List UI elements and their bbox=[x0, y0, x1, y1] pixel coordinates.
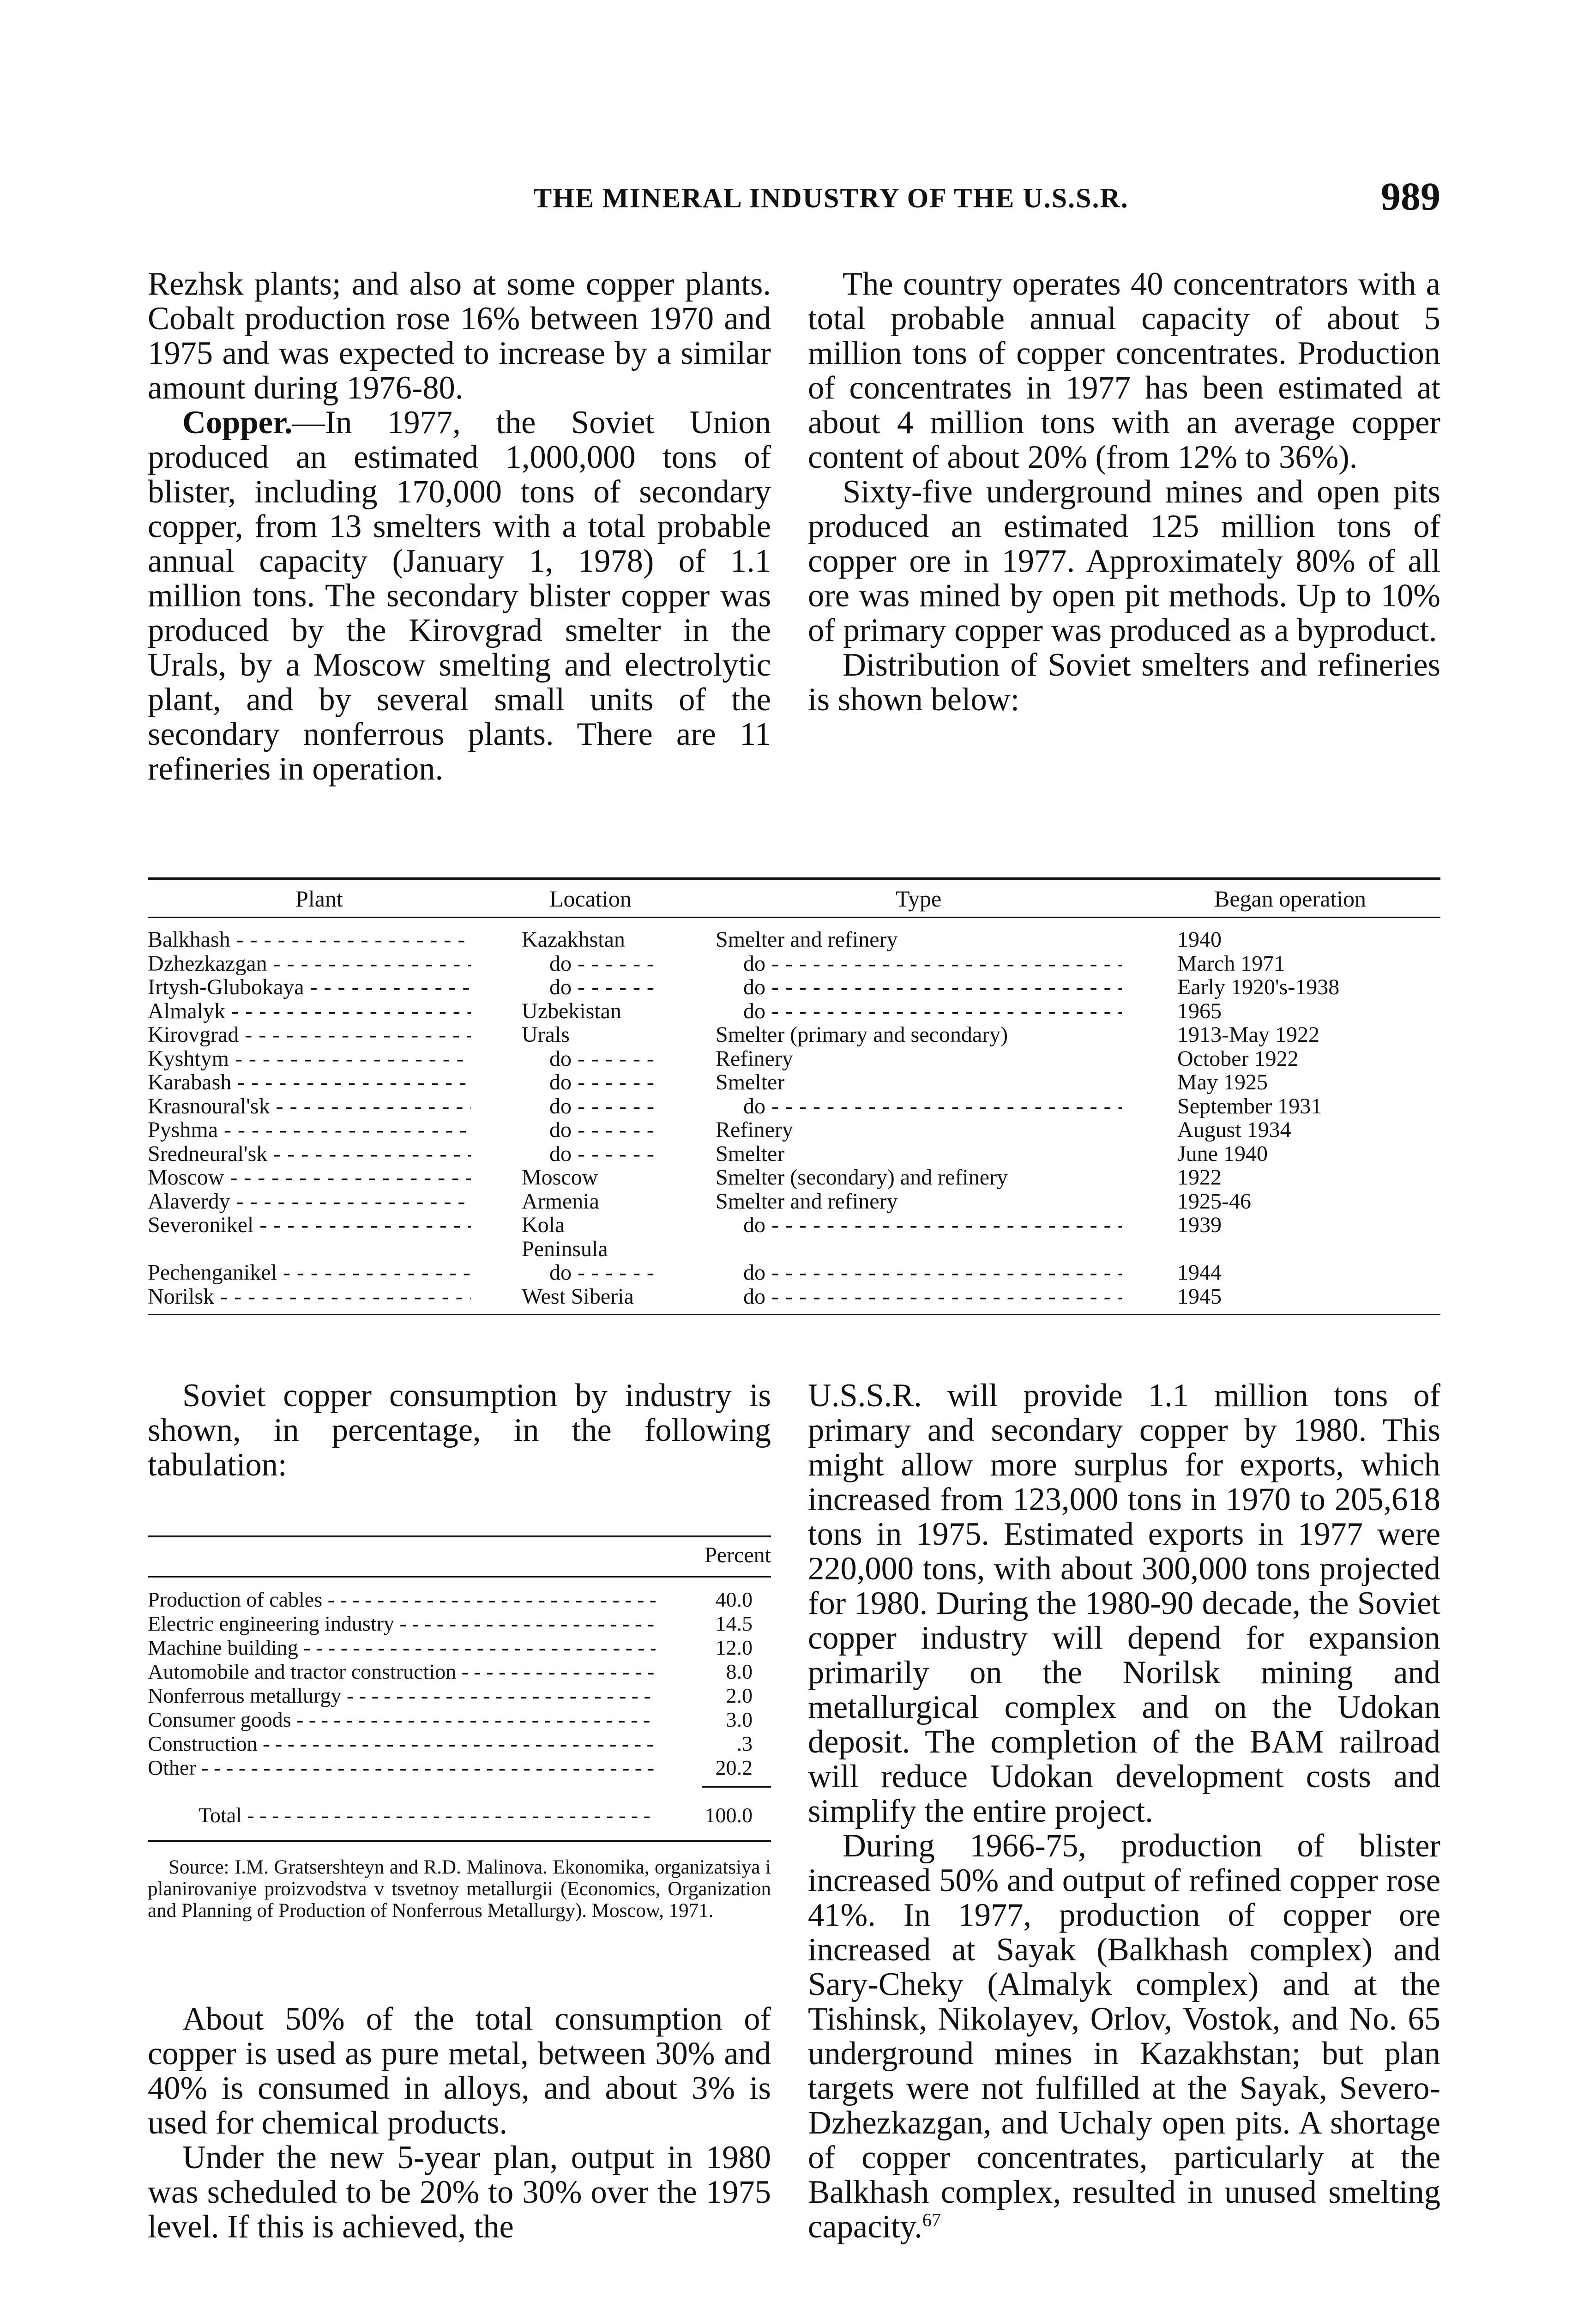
plant-cell: Irtysh-Glubokaya - - - bbox=[148, 976, 471, 999]
began-operation-cell: October 1922 bbox=[1177, 1046, 1299, 1071]
plant-cell: Kyshtym - - - bbox=[148, 1047, 471, 1070]
consumption-col-header-percent: Percent bbox=[705, 1543, 771, 1567]
industry-label: Construction - - - bbox=[148, 1733, 656, 1755]
type-cell: do - - - bbox=[743, 952, 1122, 975]
table-row bbox=[148, 952, 1440, 976]
began-operation-cell: June 1940 bbox=[1177, 1141, 1268, 1166]
location-cell: Moscow bbox=[522, 1165, 598, 1190]
consumption-row bbox=[148, 1589, 771, 1611]
location-cell: Armenia bbox=[522, 1189, 599, 1214]
type-cell: do - - - bbox=[743, 1214, 1122, 1237]
percent-value: 14.5 bbox=[715, 1612, 753, 1635]
type-cell: do - - - bbox=[743, 1285, 1122, 1308]
consumption-row bbox=[148, 1733, 771, 1755]
consumption-row bbox=[148, 1685, 771, 1707]
type-cell: do - - - bbox=[743, 1000, 1122, 1023]
col-header-type: Type bbox=[896, 886, 942, 912]
plant-cell: Alaverdy - - - bbox=[148, 1190, 471, 1213]
paragraph-five-year-plan: Under the new 5-year plan, output in 1980 was scheduled to be 20% to 30% over the 1975 level. If this is achieved, the bbox=[148, 2140, 771, 2245]
began-operation-cell: May 1925 bbox=[1177, 1070, 1268, 1094]
location-cell: Kola bbox=[522, 1213, 565, 1237]
table-row bbox=[148, 1118, 1440, 1142]
table-row bbox=[148, 1142, 1440, 1166]
total-label: Total - - - bbox=[199, 1804, 656, 1826]
plant-cell: Pyshma - - - bbox=[148, 1118, 471, 1142]
type-cell: do - - - bbox=[743, 1261, 1122, 1284]
total-rule bbox=[702, 1786, 771, 1788]
table-row bbox=[148, 1285, 1440, 1309]
percent-value: 12.0 bbox=[715, 1636, 753, 1659]
location-cell: Uzbekistan bbox=[522, 998, 621, 1023]
type-cell: do - - - bbox=[743, 976, 1122, 999]
plant-cell: Norilsk - - - bbox=[148, 1285, 471, 1308]
consumption-total-row bbox=[148, 1804, 771, 1826]
copper-paragraph-text: —In 1977, the Soviet Union produced an estimated 1,000,000 tons of blister, including 170,000 tons of secondary copper, from 13 smelters with a total probable annual capacity (January 1, 1978) of 1.1 million tons. The secondary blister copper was produced by the Kirovgrad smelter in the Urals, by a Moscow smelting and electrolytic plant, and by several small units of the secondary nonferrous plants. There are 11 refineries in operation. bbox=[148, 405, 771, 787]
paragraph-exports: U.S.S.R. will provide 1.1 million tons of primary and secondary copper by 1980. This might allow more surplus for exports, which increased from 123,000 tons in 1970 to 205,618 tons in 1975. Estimated exports in 1977 were 220,000 tons, with about 300,000 tons projected for 1980. During the 1980-90 decade, the Soviet copper industry will depend for expansion primarily on the Norilsk mining and metallurgical complex and on the Udokan deposit. The completion of the BAM railroad will reduce Udokan development costs and simplify the entire project. bbox=[808, 1378, 1440, 1829]
table-row bbox=[148, 928, 1440, 952]
right-column-bottom bbox=[808, 1378, 1440, 2244]
consumption-bottom-rule bbox=[148, 1840, 771, 1842]
plant-cell: Karabash - - - bbox=[148, 1071, 471, 1094]
table-row bbox=[148, 1047, 1440, 1071]
began-operation-cell: 1945 bbox=[1177, 1284, 1222, 1309]
consumption-row bbox=[148, 1757, 771, 1779]
began-operation-cell: 1944 bbox=[1177, 1260, 1222, 1285]
plant-cell: Severonikel - - - bbox=[148, 1214, 471, 1237]
table-row bbox=[148, 1238, 1440, 1261]
table-row bbox=[148, 976, 1440, 999]
percent-value: 20.2 bbox=[715, 1756, 753, 1779]
percent-value: 3.0 bbox=[726, 1708, 753, 1731]
plant-cell: Balkhash - - - bbox=[148, 928, 471, 951]
type-cell: Smelter and refinery bbox=[716, 1189, 898, 1214]
began-operation-cell: 1965 bbox=[1177, 998, 1222, 1023]
total-value: 100.0 bbox=[705, 1803, 753, 1827]
paragraph-mines: Sixty-five underground mines and open pits produced an estimated 125 million tons of copper ore in 1977. Approximately 80% of all ore was mined by open pit methods. Up to 10% of primary copper was produced as a byproduct. bbox=[808, 474, 1440, 648]
began-operation-cell: 1925-46 bbox=[1177, 1189, 1251, 1214]
col-header-location: Location bbox=[549, 886, 632, 912]
began-operation-cell: 1913-May 1922 bbox=[1177, 1022, 1319, 1047]
consumption-row bbox=[148, 1637, 771, 1659]
location-cell: do - - - bbox=[549, 952, 660, 975]
right-column-top bbox=[808, 267, 1440, 717]
location-cell: Peninsula bbox=[522, 1236, 608, 1261]
industry-label: Automobile and tractor construction - - - bbox=[148, 1661, 656, 1683]
table-row bbox=[148, 1190, 1440, 1214]
consumption-row bbox=[148, 1613, 771, 1635]
location-cell: do - - - bbox=[549, 1261, 660, 1284]
paragraph-consumption-intro: Soviet copper consumption by industry is shown, in percentage, in the following tabulation: bbox=[148, 1378, 771, 1483]
paragraph-distribution: Distribution of Soviet smelters and refineries is shown below: bbox=[808, 647, 1440, 718]
percent-value: 2.0 bbox=[726, 1684, 753, 1707]
began-operation-cell: September 1931 bbox=[1177, 1094, 1322, 1118]
industry-label: Consumer goods - - - bbox=[148, 1709, 656, 1731]
col-header-plant: Plant bbox=[295, 886, 343, 912]
began-operation-cell: August 1934 bbox=[1177, 1118, 1291, 1142]
began-operation-cell: 1940 bbox=[1177, 927, 1222, 952]
percent-value: .3 bbox=[736, 1732, 753, 1755]
industry-label: Electric engineering industry - - - bbox=[148, 1613, 656, 1635]
left-column-bottom bbox=[148, 2002, 771, 2244]
industry-label: Machine building - - - bbox=[148, 1637, 656, 1659]
plant-cell: Almalyk - - - bbox=[148, 1000, 471, 1023]
table-row bbox=[148, 1023, 1440, 1047]
began-operation-cell: 1939 bbox=[1177, 1213, 1222, 1237]
began-operation-cell: Early 1920's-1938 bbox=[1177, 975, 1340, 999]
percent-value: 8.0 bbox=[726, 1660, 753, 1683]
paragraph-production-1966-75 bbox=[808, 1829, 1440, 2244]
location-cell: do - - - bbox=[549, 1095, 660, 1118]
paragraph-concentrators: The country operates 40 concentrators with a total probable annual capacity of about 5 million tons of copper concentrates. Production of concentrates in 1977 has been estimated at about 4 million tons with an average copper content of about 20% (from 12% to 36%). bbox=[808, 266, 1440, 475]
consumption-row bbox=[148, 1661, 771, 1683]
type-cell: Refinery bbox=[716, 1118, 793, 1142]
plant-cell: Dzhezkazgan - - - bbox=[148, 952, 471, 975]
type-cell: Smelter bbox=[716, 1141, 785, 1166]
type-cell: Smelter and refinery bbox=[716, 927, 898, 952]
table-bottom-rule bbox=[148, 1314, 1440, 1315]
location-cell: West Siberia bbox=[522, 1284, 634, 1309]
col-header-began-operation: Began operation bbox=[1214, 886, 1367, 912]
table-row bbox=[148, 1214, 1440, 1237]
type-cell: do - - - bbox=[743, 1095, 1122, 1118]
plant-cell: Moscow - - - bbox=[148, 1166, 471, 1189]
page-number: 989 bbox=[1381, 174, 1440, 218]
consumption-header-rule bbox=[148, 1576, 771, 1578]
table-row bbox=[148, 1166, 1440, 1190]
type-cell: Smelter bbox=[716, 1070, 785, 1094]
paragraph-cobalt: Rezhsk plants; and also at some copper plants. Cobalt production rose 16% between 1970 and 1975 and was expected to increase by a similar amount during 1976-80. bbox=[148, 266, 771, 406]
plant-cell: Kirovgrad - - - bbox=[148, 1023, 471, 1046]
type-cell: Smelter (secondary) and refinery bbox=[716, 1165, 1008, 1190]
location-cell: Urals bbox=[522, 1022, 570, 1047]
consumption-source-note: Source: I.M. Gratsershteyn and R.D. Malinova. Ekonomika, organizatsiya i planirovaniye proizvodstva v tsvetnoy metallurgii (Economics, Organization and Planning of Production of Nonferrous Metallurgy). Moscow, 1971. bbox=[148, 1856, 771, 1922]
percent-value: 40.0 bbox=[715, 1588, 753, 1611]
location-cell: do - - - bbox=[549, 976, 660, 999]
plant-cell: Krasnoural'sk - - - bbox=[148, 1095, 471, 1118]
location-cell: do - - - bbox=[549, 1047, 660, 1070]
copper-run-in-heading: Copper. bbox=[182, 405, 293, 441]
plant-cell: Sredneural'sk - - - bbox=[148, 1142, 471, 1166]
table-row bbox=[148, 1261, 1440, 1285]
production-paragraph-text: During 1966-75, production of blister increased 50% and output of refined copper rose 41%. In 1977, production of copper ore increased at Sayak (Balkhash complex) and Sary-Cheky (Almalyk complex) and at the Tishinsk, Nikolayev, Orlov, Vostok, and No. 65 underground mines in Kazakhstan; but plan targets were not fulfilled at the Sayak, Severo-Dzhezkazgan, and Uchaly open pits. A shortage of copper concentrates, particularly at the Balkhash complex, resulted in unused smelting capacity. bbox=[808, 1828, 1440, 2245]
type-cell: Refinery bbox=[716, 1046, 793, 1071]
type-cell: Smelter (primary and secondary) bbox=[716, 1022, 1008, 1047]
location-cell: Kazakhstan bbox=[522, 927, 625, 952]
industry-label: Production of cables - - - bbox=[148, 1589, 656, 1611]
industry-label: Nonferrous metallurgy - - - bbox=[148, 1685, 656, 1707]
table-header-rule bbox=[148, 917, 1440, 918]
plant-cell: Pechenganikel - - - bbox=[148, 1261, 471, 1284]
paragraph-pure-metal: About 50% of the total consumption of copper is used as pure metal, between 30% and 40% is consumed in alloys, and about 3% is used for chemical products. bbox=[148, 2001, 771, 2141]
began-operation-cell: 1922 bbox=[1177, 1165, 1222, 1190]
table-row bbox=[148, 1000, 1440, 1023]
began-operation-cell: March 1971 bbox=[1177, 951, 1285, 976]
left-column-bottom-intro bbox=[148, 1378, 771, 1482]
table-row bbox=[148, 1071, 1440, 1094]
running-header: THE MINERAL INDUSTRY OF THE U.S.S.R. bbox=[533, 183, 1129, 213]
table-row bbox=[148, 1095, 1440, 1118]
footnote-ref: 67 bbox=[922, 2209, 941, 2230]
consumption-row bbox=[148, 1709, 771, 1731]
paragraph-copper bbox=[148, 405, 771, 786]
table-top-rule bbox=[148, 877, 1440, 880]
location-cell: do - - - bbox=[549, 1071, 660, 1094]
location-cell: do - - - bbox=[549, 1118, 660, 1142]
location-cell: do - - - bbox=[549, 1142, 660, 1166]
consumption-top-rule bbox=[148, 1535, 771, 1537]
industry-label: Other - - - bbox=[148, 1757, 656, 1779]
left-column-top bbox=[148, 267, 771, 786]
